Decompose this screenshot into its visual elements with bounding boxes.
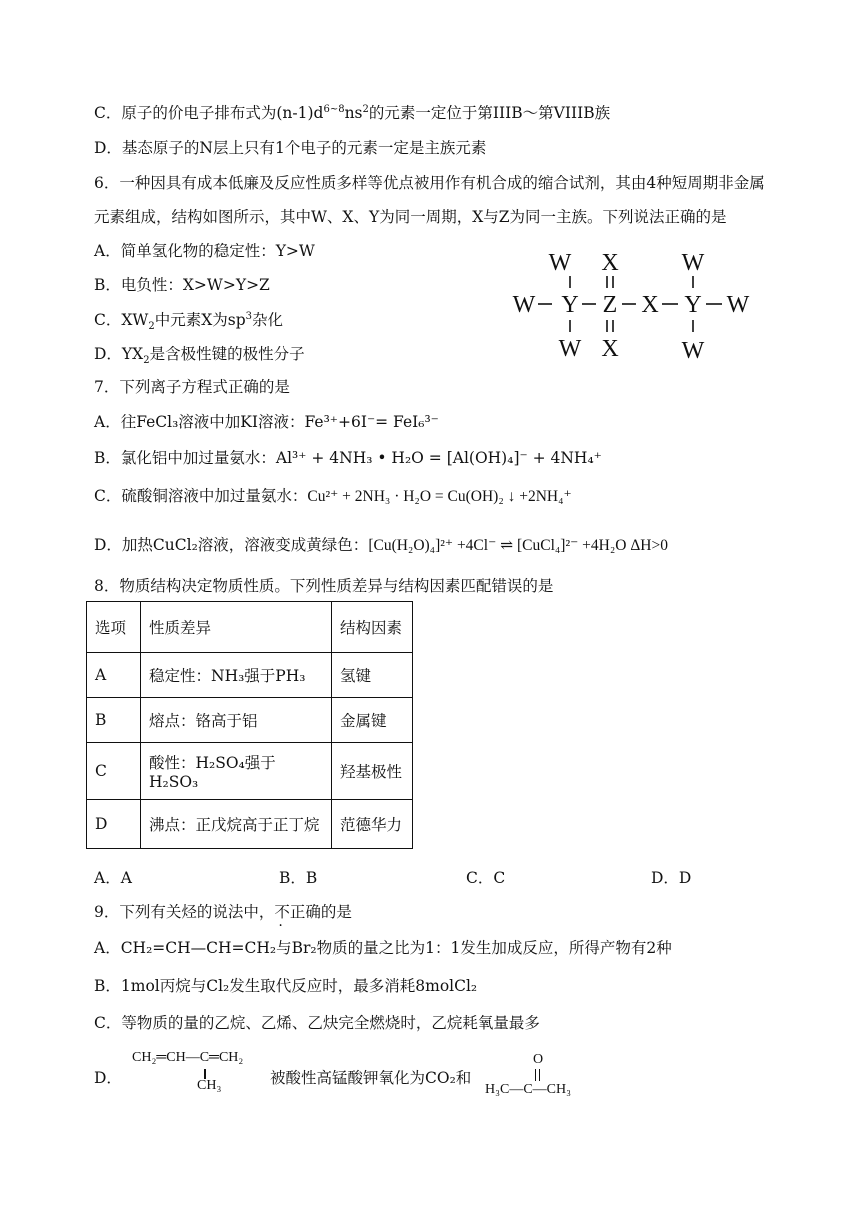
q8-answer-d: D．D — [651, 869, 692, 887]
q7-stem: 7．下列离子方程式正确的是 — [94, 378, 290, 396]
q9-option-c: C．等物质的量的乙烷、乙烯、乙炔完全燃烧时，乙烷耗氧量最多 — [94, 1014, 540, 1032]
isoprene-main-chain: CH₂═CH—C═CH₂ — [132, 1050, 244, 1065]
q9-option-d-text: 被酸性高锰酸钾氧化为CO₂和 — [270, 1069, 472, 1087]
struct-w-bottom-left: W — [558, 336, 582, 362]
q8-answer-a: A．A — [94, 869, 132, 887]
struct-z: Z — [602, 292, 618, 318]
q8-answer-c: C．C — [466, 869, 506, 887]
q6-option-b: B．电负性：X>W>Y>Z — [94, 276, 270, 294]
struct-w-top-right: W — [681, 250, 705, 276]
header-option: 选项 — [87, 602, 141, 653]
cell-property: 稳定性：NH₃强于PH₃ — [141, 653, 332, 698]
cell-factor: 金属键 — [332, 698, 413, 743]
q5-option-d: D．基态原子的N层上只有1个电子的元素一定是主族元素 — [94, 139, 487, 157]
cell-factor: 羟基极性 — [332, 743, 413, 800]
struct-x-middle: X — [641, 292, 659, 318]
cell-property: 酸性：H₂SO₄强于H₂SO₃ — [141, 743, 332, 800]
emphasis-not: 不 — [274, 903, 290, 921]
cell-option: D — [87, 800, 141, 849]
q6-option-d: D．$YX_2$是含极性键的极性分子 — [94, 345, 305, 367]
header-property: 性质差异 — [141, 602, 332, 653]
q6-structure-figure — [510, 246, 760, 364]
cell-factor: 氢键 — [332, 653, 413, 698]
cell-option: B — [87, 698, 141, 743]
q9-option-a: A．CH₂=CH—CH=CH₂与Br₂物质的量之比为1：1发生加成反应，所得产物有2种 — [94, 939, 672, 957]
struct-x-top: X — [601, 250, 619, 276]
table-header-row — [87, 602, 413, 653]
q6-option-a: A．简单氢化物的稳定性：Y>W — [94, 242, 315, 260]
struct-w-bottom-right: W — [681, 338, 705, 364]
table-row — [87, 653, 413, 698]
struct-w-top-left: W — [548, 250, 572, 276]
cell-option: C — [87, 743, 141, 800]
table-row — [87, 743, 413, 800]
cell-option: A — [87, 653, 141, 698]
q9-option-d-label: D． — [94, 1069, 122, 1087]
isoprene-structure — [132, 1050, 244, 1093]
struct-y-left: Y — [561, 292, 579, 318]
header-factor: 结构因素 — [332, 602, 413, 653]
q8-table — [86, 601, 413, 849]
q6-option-c: C．$XW_2$中元素X为$sp^3$杂化 — [94, 310, 284, 333]
struct-w-right: W — [726, 292, 750, 318]
cell-property: 沸点：正戊烷高于正丁烷 — [141, 800, 332, 849]
q6-stem-line1: 6．一种因具有成本低廉及反应性质多样等优点被用作有机合成的缩合试剂，其由4种短周期非金属 — [94, 174, 765, 192]
q7-option-a: A．往FeCl₃溶液中加KI溶液：Fe³⁺+6I⁻= FeI₆³⁻ — [94, 413, 439, 431]
q6-stem-line2: 元素组成，结构如图所示，其中W、X、Y为同一周期，X与Z为同一主族。下列说法正确的是 — [94, 208, 727, 226]
q8-stem: 8．物质结构决定物质性质。下列性质差异与结构因素匹配错误的是 — [94, 577, 554, 595]
q7-option-c: C．硫酸铜溶液中加过量氨水：Cu²⁺ + 2NH₃ · H₂O = Cu(OH)₂ ↓ +2NH₄⁺ — [94, 487, 572, 505]
struct-x-bottom: X — [601, 336, 619, 362]
cell-property: 熔点：铬高于铝 — [141, 698, 332, 743]
cell-factor: 范德华力 — [332, 800, 413, 849]
table-row — [87, 800, 413, 849]
q8-answer-b: B．B — [279, 869, 318, 887]
q9-stem: 9．下列有关烃的说法中，不正确的是 — [94, 903, 352, 921]
isoprene-branch: CH₃ — [197, 1078, 222, 1093]
q7-option-d: D．加热CuCl₂溶液，溶液变成黄绿色：[Cu(H₂O)₄]²⁺ +4Cl⁻ ⇌ [CuCl₄]²⁻ +4H₂O ΔH>0 — [94, 536, 668, 554]
struct-y-right: Y — [684, 292, 702, 318]
table-row — [87, 698, 413, 743]
q9-option-b: B．1mol丙烷与Cl₂发生取代反应时，最多消耗8molCl₂ — [94, 977, 478, 995]
q5-option-c: C．原子的价电子排布式为$(n-1)d^{6\sim 8}ns^2$的元素一定位于第IIIB～第VIIIB族 — [94, 103, 611, 122]
acetone-main-chain: H₃C—C—CH₃ — [485, 1082, 571, 1097]
acetone-oxygen: O — [533, 1052, 544, 1067]
q7-option-b: B．氯化铝中加过量氨水：Al³⁺ + 4NH₃ • H₂O = [Al(OH)₄]⁻ + 4NH₄⁺ — [94, 449, 602, 467]
struct-w-left: W — [512, 292, 536, 318]
